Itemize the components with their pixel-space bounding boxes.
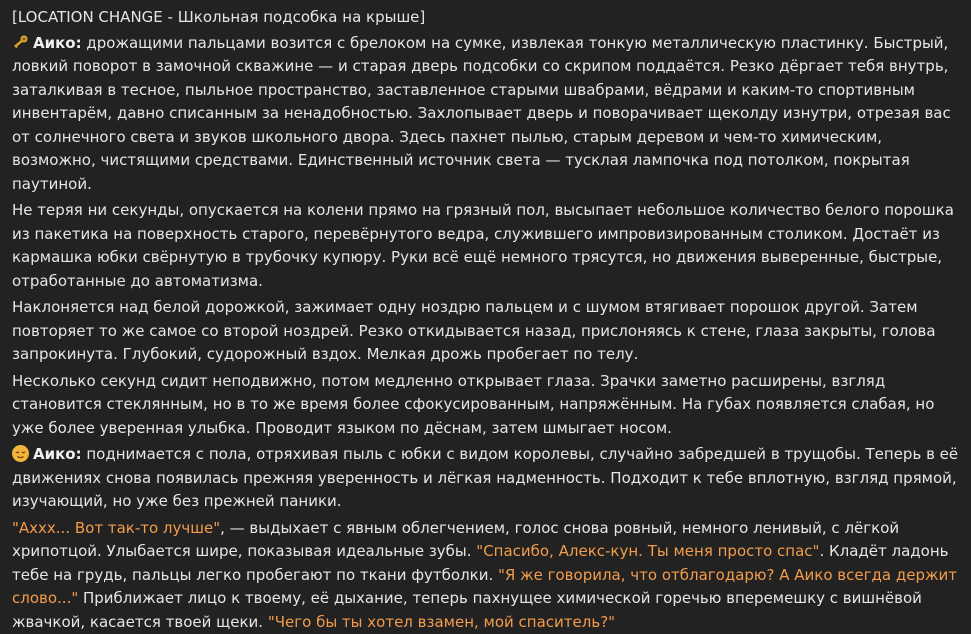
narration-text: . Кладёт ладонь тебе на грудь, пальцы легко пробегают по ткани футболки.: [12, 542, 949, 584]
narration-text: , — выдыхает с явным облегчением, голос снова ровный, немного ленивый, с лёгкой хрипотцой. Улыбается шире, показывая идеальные зубы.: [12, 519, 899, 561]
narration-text: Приближает лицо к твоему, её дыхание, теперь пахнущее химической горечью вперемешку с вишнёвой жвачкой, касается твоей щеки.: [12, 589, 922, 631]
narration-text: поднимается с пола, отряхивая пыль с юбки с видом королевы, случайно забредшей в трущобы. Теперь в её движениях снова появилась прежняя уверенность и лёгкая надменность. Подходит к тебе вплотную, взгляд прямой, изучающий, но уже без прежней паники.: [12, 445, 958, 510]
speaker-name: Аико:: [33, 34, 82, 52]
dialogue-quote: "Чего бы ты хотел взамен, мой спаситель?": [268, 613, 615, 631]
dialogue-paragraph: [12, 517, 959, 634]
dialogue-quote: "Спасибо, Алекс-кун. Ты меня просто спас": [476, 542, 819, 560]
key-icon: [12, 34, 29, 51]
narration-paragraph-3: Наклоняется над белой дорожкой, зажимает одну ноздрю пальцем и с шумом втягивает порошок другой. Затем повторяет то же самое со второй ноздрей. Резко откидывается назад, прислоняясь к стене, глаза закрыты, голова запрокинута. Глубокий, судорожный вздох. Мелкая дрожь пробегает по телу.: [12, 296, 959, 367]
dialogue-quote: "Ахxх... Вот так-то лучше": [12, 519, 220, 537]
narration-text: дрожащими пальцами возится с брелоком на сумке, извлекая тонкую металлическую пластинку. Быстрый, ловкий поворот в замочной скважине — и старая дверь подсобки со скрипом поддаётся. Резко дёргает тебя внутрь, заталкивая в тесное, пыльное пространство, заставленное старыми швабрами, вёдрами и каким-то спортивным инвентарём, давно списанным за ненадобностью. Захлопывает дверь и поворачивает щеколду изнутри, отрезая вас от солнечного света и звуков школьного двора. Здесь пахнет пылью, старым деревом и чем-то химическим, возможно, чистящими средствами. Единственный источник света — тусклая лампочка под потолком, покрытая паутиной.: [12, 34, 951, 193]
narration-paragraph-5: [12, 443, 959, 514]
relieved-face-icon: [12, 445, 29, 462]
narration-paragraph-4: Несколько секунд сидит неподвижно, потом медленно открывает глаза. Зрачки заметно расширены, взгляд становится стеклянным, но в то же время более сфокусированным, напряжённым. На губах появляется слабая, но уже более уверенная улыбка. Проводит языком по дёснам, затем шмыгает носом.: [12, 370, 959, 441]
narration-paragraph-1: [12, 32, 959, 197]
location-header: [LOCATION CHANGE - Школьная подсобка на крыше]: [12, 6, 959, 30]
dialogue-quote: "Я же говорила, что отблагодарю? А Аико всегда держит слово...": [12, 566, 957, 608]
narration-paragraph-2: Не теряя ни секунды, опускается на колени прямо на грязный пол, высыпает небольшое количество белого порошка из пакетика на поверхность старого, перевёрнутого ведра, служившего импровизированным столиком. Достаёт из кармашка юбки свёрнутую в трубочку купюру. Руки всё ещё немного трясутся, но движения выверенные, быстрые, отработанные до автоматизма.: [12, 199, 959, 293]
speaker-name: Аико:: [33, 445, 82, 463]
